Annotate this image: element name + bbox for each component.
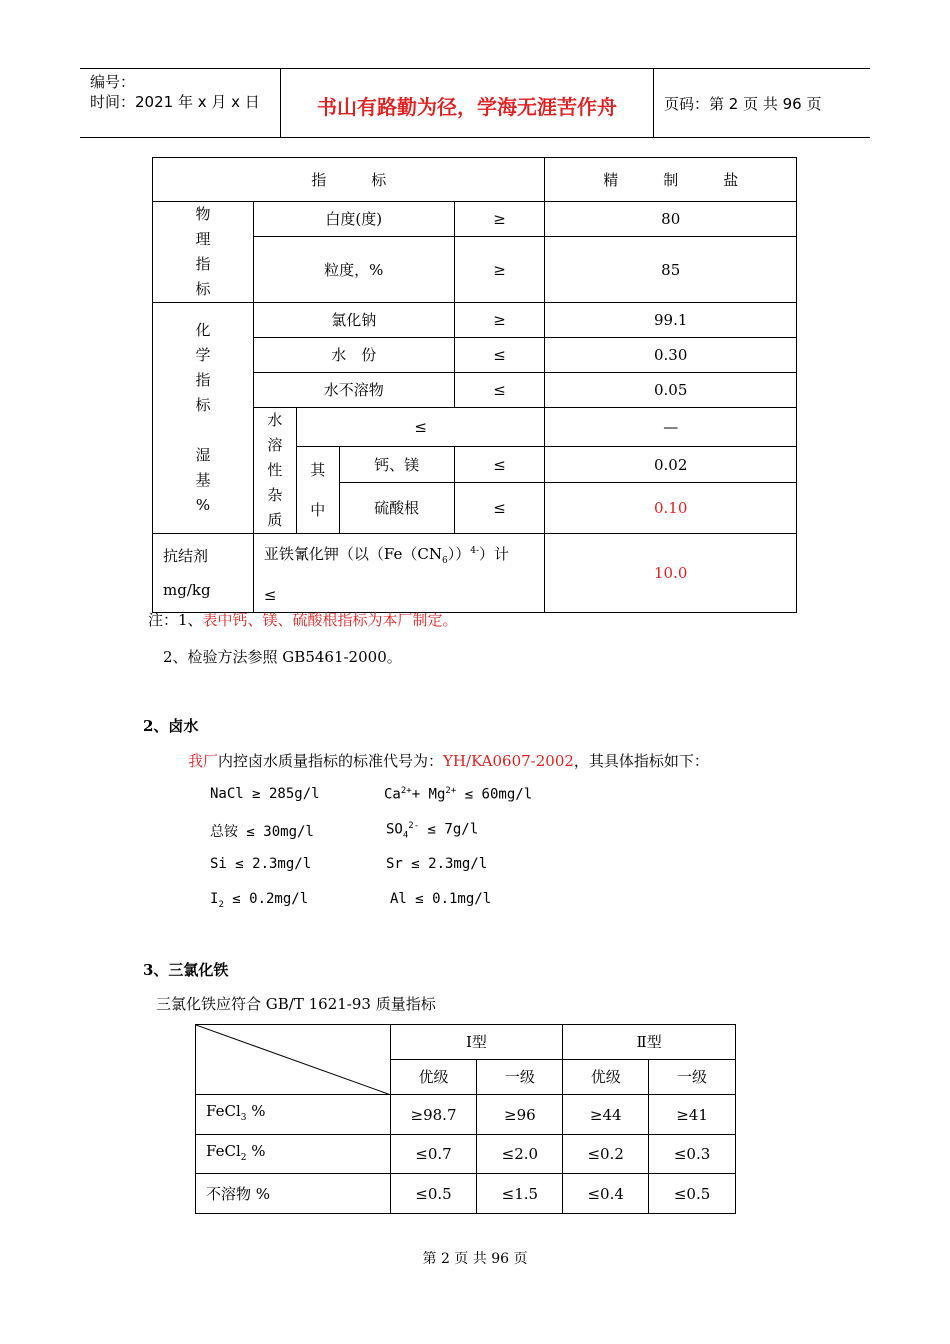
water-label: 水 份 — [253, 338, 454, 373]
chemical-group-label: 化 学 指 标 湿 基 % — [153, 303, 254, 534]
i-base: I — [210, 891, 219, 907]
ferric-table — [195, 1024, 736, 1214]
ca-sup: 2+ — [400, 786, 412, 796]
cell-value: ≤0.7 — [390, 1135, 477, 1174]
cell-value: ≥44 — [563, 1095, 649, 1135]
brine-iodine — [210, 891, 308, 910]
brine-intro-red1: 我厂 — [188, 752, 219, 770]
ferro-sub: 6 — [441, 556, 448, 566]
nacl-op: ≥ — [454, 303, 545, 338]
among-label: 其 中 — [296, 447, 339, 534]
soluble-op: ≤ — [296, 408, 545, 447]
brine-intro-end: ，其具体指标如下： — [573, 752, 709, 770]
brine-nacl: NaCl ≥ 285g/l — [210, 786, 320, 802]
water-op: ≤ — [454, 338, 545, 373]
mg-base: + Mg — [411, 786, 446, 803]
page-label: 页码：第 2 页 共 96 页 — [664, 95, 822, 113]
brine-standard-code: YH/KA0607-2002 — [443, 752, 574, 770]
cell-value: ≤0.5 — [390, 1174, 477, 1214]
i-tail: ≤ 0.2mg/l — [223, 891, 309, 907]
row-label-base: 不溶物 — [206, 1184, 252, 1203]
row-label — [196, 1174, 391, 1214]
so-sup: 2- — [408, 821, 420, 831]
so-sub: 4 — [402, 830, 409, 841]
ferrocyanide-cell — [253, 534, 545, 613]
header-meta-cell — [80, 69, 281, 137]
brine-sulfate — [386, 821, 478, 840]
cell-value: ≥41 — [649, 1095, 736, 1135]
whiteness-value: 80 — [545, 202, 797, 237]
row-label — [196, 1135, 391, 1174]
ferric-heading: 3、三氯化铁 — [143, 961, 229, 979]
cell-value: ≤2.0 — [477, 1135, 563, 1174]
page-footer: 第 2 页 共 96 页 — [422, 1251, 528, 1267]
granularity-label: 粒度，% — [253, 237, 454, 303]
ca-mg-op: ≤ — [454, 447, 545, 483]
physical-group-label: 物 理 指 标 — [153, 202, 254, 303]
salt-quality-table — [152, 157, 797, 613]
table-row — [196, 1174, 736, 1214]
ferro-text-a: 亚铁氰化钾（以（Fe（CN — [263, 545, 442, 563]
row-label-tail: % — [246, 1102, 266, 1120]
note-2: 2、检验方法参照 GB5461-2000。 — [163, 648, 402, 666]
brine-al: Al ≤ 0.1mg/l — [390, 891, 492, 907]
cell-value: ≤0.4 — [563, 1174, 649, 1214]
insoluble-value: 0.05 — [545, 373, 797, 408]
header-indicator: 指 标 — [153, 158, 545, 202]
page-header — [80, 68, 870, 138]
note-1-text: 表中钙、镁、硫酸根指标为本厂制定。 — [202, 611, 458, 629]
type1-top-grade: 优级 — [390, 1060, 477, 1095]
motto: 书山有路勤为径，学海无涯苦作舟 — [317, 95, 617, 119]
cell-value: ≥96 — [477, 1095, 563, 1135]
type1-first-grade: 一级 — [477, 1060, 563, 1095]
insoluble-label: 水不溶物 — [253, 373, 454, 408]
type2-first-grade: 一级 — [649, 1060, 736, 1095]
table-row — [196, 1135, 736, 1174]
anticaking-label-cell — [153, 534, 254, 613]
row-label-base: FeCl — [206, 1102, 241, 1120]
brine-si: Si ≤ 2.3mg/l — [210, 856, 312, 872]
time-label: 时间：2021 年 x 月 x 日 — [90, 93, 260, 111]
granularity-value: 85 — [545, 237, 797, 303]
brine-heading: 2、卤水 — [143, 717, 199, 735]
brine-intro-mid: 内控卤水质量指标的标准代号为： — [218, 752, 444, 770]
so-base: SO — [386, 821, 403, 838]
sulfate-op: ≤ — [454, 483, 545, 534]
note-1-prefix: 注：1、 — [148, 611, 203, 629]
insoluble-op: ≤ — [454, 373, 545, 408]
cell-value: ≤0.2 — [563, 1135, 649, 1174]
ca-base: Ca — [384, 786, 401, 803]
soluble-group-label: 水 溶 性 杂 质 — [253, 408, 296, 534]
type2-top-grade: 优级 — [563, 1060, 649, 1095]
whiteness-label: 白度(度) — [253, 202, 454, 237]
brine-sr: Sr ≤ 2.3mg/l — [386, 856, 488, 872]
ferro-text-b: ）） — [447, 545, 471, 563]
granularity-op: ≥ — [454, 237, 545, 303]
row-label-tail: % — [246, 1141, 266, 1160]
header-page-cell — [654, 69, 870, 137]
brine-ca-mg — [384, 786, 532, 803]
type2-header: Ⅱ型 — [563, 1025, 736, 1060]
i-sub: 2 — [218, 899, 224, 910]
header-motto-cell — [281, 69, 654, 137]
corner-cell — [196, 1025, 391, 1095]
whiteness-op: ≥ — [454, 202, 545, 237]
nacl-label: 氯化钠 — [253, 303, 454, 338]
table-row — [196, 1095, 736, 1135]
sulfate-value: 0.10 — [545, 483, 797, 534]
ferro-text-c: ）计 — [479, 545, 510, 563]
soluble-value: — — [545, 408, 797, 447]
water-value: 0.30 — [545, 338, 797, 373]
ca-mg-tail: ≤ 60mg/l — [456, 786, 533, 803]
row-label-sub: 3 — [240, 1113, 247, 1123]
ca-mg-value: 0.02 — [545, 447, 797, 483]
anticaking-value: 10.0 — [545, 534, 797, 613]
sulfate-label: 硫酸根 — [339, 483, 454, 534]
ferrocyanide-label — [264, 534, 545, 578]
nacl-value: 99.1 — [545, 303, 797, 338]
diagonal-line — [196, 1025, 391, 1095]
header-product: 精 制 盐 — [545, 158, 797, 202]
cell-value: ≤1.5 — [477, 1174, 563, 1214]
so-tail: ≤ 7g/l — [419, 821, 479, 838]
anticaking-unit: mg/kg — [163, 581, 211, 599]
ferro-sup: 4- — [470, 546, 479, 556]
cell-value: ≤0.5 — [649, 1174, 736, 1214]
number-label: 编号： — [90, 73, 136, 91]
brine-intro — [188, 750, 709, 771]
brine-ammonium: 总铵 ≤ 30mg/l — [210, 824, 314, 840]
ferric-intro: 三氯化铁应符合 GB/T 1621-93 质量指标 — [156, 995, 436, 1013]
anticaking-label: 抗结剂 — [163, 547, 209, 565]
cell-value: ≥98.7 — [390, 1095, 477, 1135]
row-label-sub: 2 — [240, 1152, 247, 1163]
mg-sup: 2+ — [445, 786, 457, 796]
cell-value: ≤0.3 — [649, 1135, 736, 1174]
type1-header: Ⅰ型 — [390, 1025, 563, 1060]
row-label — [196, 1095, 391, 1135]
ca-mg-label: 钙、镁 — [339, 447, 454, 483]
row-label-tail: % — [251, 1184, 271, 1203]
row-label-base: FeCl — [206, 1141, 241, 1160]
note-1 — [148, 609, 458, 630]
ferrocyanide-op: ≤ — [263, 586, 277, 604]
